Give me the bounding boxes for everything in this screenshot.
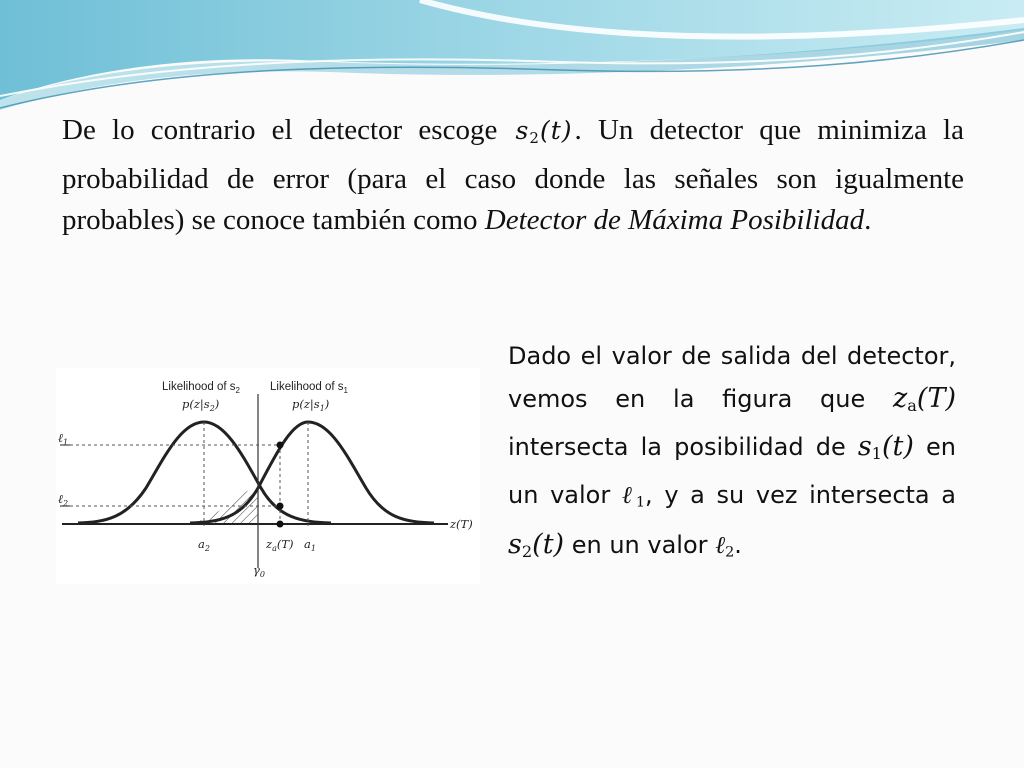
header-swoosh-decoration bbox=[0, 0, 1024, 120]
za-axis-point bbox=[277, 521, 284, 528]
intersection-point-l1 bbox=[277, 442, 284, 449]
likelihood-figure bbox=[56, 368, 480, 584]
side-text-d: , y a su vez intersecta a bbox=[645, 480, 956, 509]
label-axis-zT: z(T) bbox=[450, 517, 473, 531]
intro-text-a: De lo contrario el detector escoge bbox=[62, 114, 514, 146]
math-ell2: ℓ$_2$ bbox=[715, 530, 735, 561]
detector-term: Detector de Máxima Posibilidad bbox=[484, 203, 865, 236]
side-text-c: en un valor bbox=[508, 433, 956, 509]
intro-text-b: . Un detector que minimiza la probabilidad de error (para el caso donde las señales son igualmente probables) se conoce también como bbox=[62, 114, 964, 236]
label-l1: ℓ$_1$ bbox=[58, 431, 69, 447]
label-l2: ℓ$_2$ bbox=[58, 492, 69, 508]
side-text-a: Dado el valor de salida del detector, vemos en la figura que bbox=[508, 342, 956, 413]
likelihood-plot bbox=[56, 368, 480, 584]
label-gamma0: $\gamma_0$ bbox=[253, 563, 265, 579]
intro-text-c: . bbox=[864, 203, 872, 236]
label-likelihood-s2-title: Likelihood of $s_2$ bbox=[162, 381, 240, 395]
side-text-e: en un valor bbox=[564, 530, 716, 559]
side-text-f: . bbox=[734, 530, 742, 559]
math-s2-t: $s_2(t)$ bbox=[515, 116, 573, 147]
intersection-point-l2 bbox=[277, 503, 284, 510]
math-ell1: ℓ$_1$ bbox=[621, 480, 646, 511]
side-text-b: intersecta la posibilidad de bbox=[508, 433, 858, 462]
math-s1-t: $s_1(t)$ bbox=[857, 431, 914, 464]
math-za-T: $z_a(T)$ bbox=[893, 382, 956, 415]
label-za: $z_a(T)$ bbox=[266, 537, 294, 553]
intro-paragraph bbox=[62, 110, 964, 241]
label-likelihood-s1-title: Likelihood of $s_1$ bbox=[270, 381, 348, 395]
side-paragraph bbox=[508, 336, 956, 574]
label-likelihood-s2-expr: $p(z|s_2)$ bbox=[182, 397, 220, 413]
math-s2-t-side: $s_2(t)$ bbox=[508, 528, 565, 561]
label-a1: $a_1$ bbox=[304, 537, 316, 553]
label-a2: $a_2$ bbox=[198, 537, 210, 553]
label-likelihood-s1-expr: $p(z|s_1)$ bbox=[292, 397, 330, 413]
